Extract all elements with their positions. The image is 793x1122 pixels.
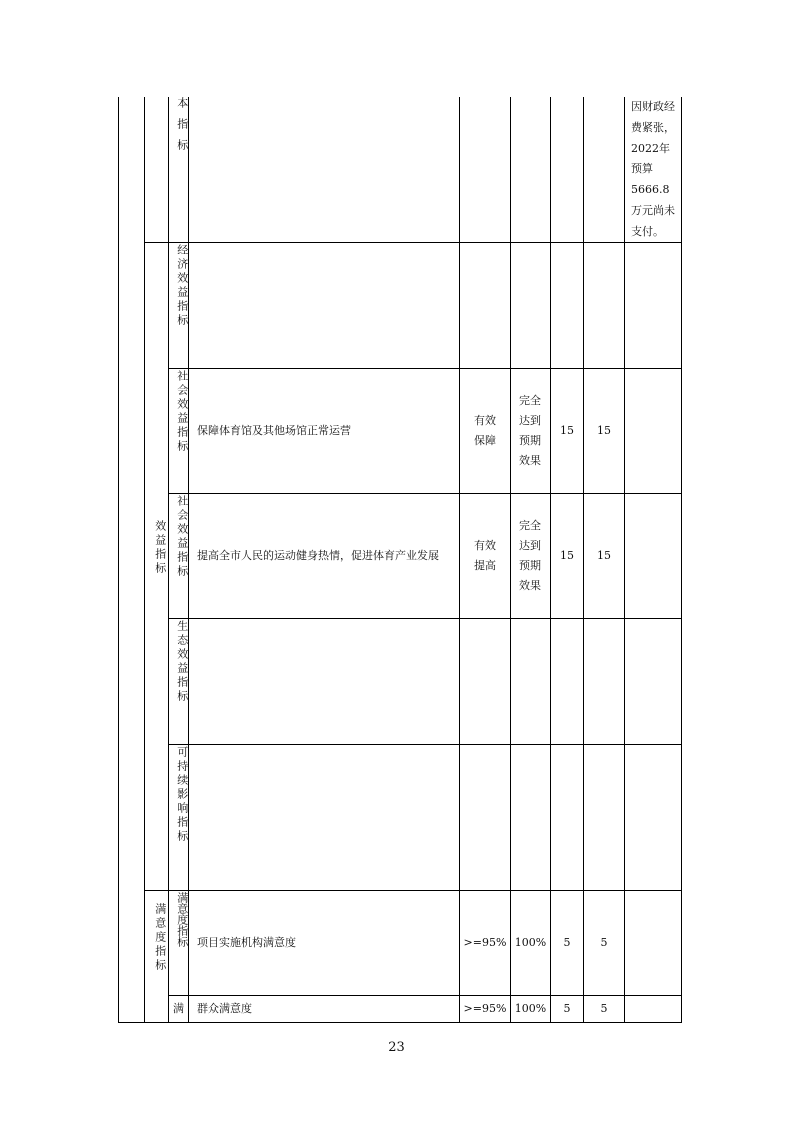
grid-line [624,97,625,1023]
sub-indicator: 社会效益指标 [175,495,189,579]
score-value: 15 [597,549,611,562]
target-value: 有效 提高 [474,539,496,572]
weight-value: 5 [563,936,571,949]
target-value: 有效 保障 [474,414,496,447]
weight-value: 15 [560,424,574,437]
score-value: 5 [600,1002,608,1015]
indicator-description: 保障体育馆及其他场馆正常运营 [197,424,351,437]
sub-indicator: 满 [173,1002,184,1015]
indicator-description: 群众满意度 [197,1002,252,1015]
actual-value: 100% [514,1002,547,1015]
indicator-description: 提高全市人民的运动健身热情，促进体育产业发展 [197,549,439,562]
category-satisfaction: 满意度指标 [153,903,167,973]
remark-note: 因财政经费紧张，2022年预算5666.8万元尚未支付。 [631,100,675,238]
grid-line [459,97,460,1023]
grid-line [118,97,119,1023]
sub-indicator: 经济效益指标 [175,244,189,328]
grid-line [118,1022,682,1023]
page-number: 23 [388,1040,405,1055]
target-value: >=95% [463,1002,507,1015]
grid-line [168,744,681,745]
indicator-description: 项目实施机构满意度 [197,936,296,949]
top-block-label: 本指标 [175,97,189,160]
sub-indicator: 生态效益指标 [175,620,189,704]
score-value: 15 [597,424,611,437]
sub-indicator: 可持续影响指标 [175,746,189,844]
category-benefit: 效益指标 [153,520,167,576]
grid-line [510,97,511,1023]
grid-line [144,242,681,243]
sub-indicator: 社会效益指标 [175,370,189,454]
actual-value: 完全 达到 预期 效果 [519,394,541,467]
weight-value: 5 [563,1002,571,1015]
grid-line [168,618,681,619]
actual-value: 完全 达到 预期 效果 [519,519,541,592]
actual-value: 100% [514,936,547,949]
grid-line [144,97,145,1023]
target-value: >=95% [463,936,507,949]
sub-indicator: 满意度指标 [175,892,189,947]
score-value: 5 [600,936,608,949]
grid-line [681,97,682,1023]
weight-value: 15 [560,549,574,562]
